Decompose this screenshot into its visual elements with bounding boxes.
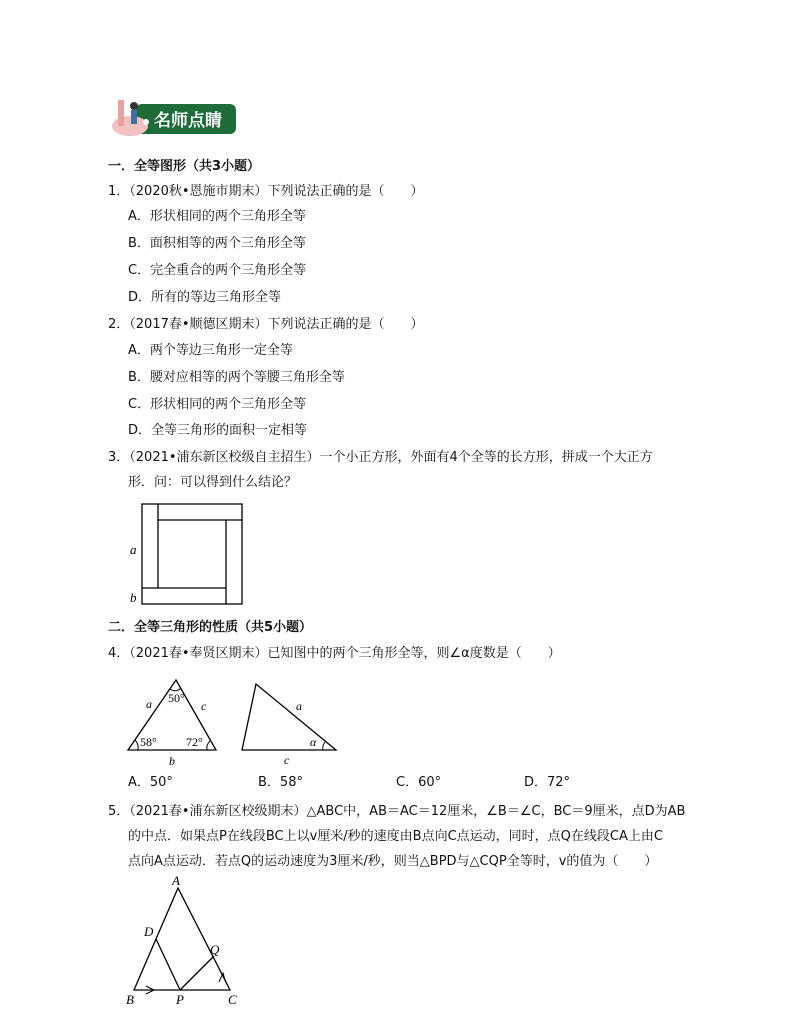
label-a: a [130,542,137,557]
triangle-2 [242,684,336,750]
section-heading-2: 二．全等三角形的性质（共5小题） [108,620,313,635]
t2-side-c: c [284,753,290,767]
q4-option-b: B．58° [258,775,303,790]
point-p: P [176,992,184,1007]
dot-icon [143,119,149,125]
t2-side-a: a [296,699,302,713]
t1-side-b: b [169,754,175,768]
banner-title: 名师点睛 [154,111,222,131]
q3-stem-line2: 形．问：可以得到什么结论？ [128,475,298,490]
angle-arc-right [207,741,210,750]
q3-figure [126,500,248,610]
q5-line1: 5．（2021春•浦东新区校级期末）△ABC中，AB＝AC＝12厘米，∠B＝∠C，BC＝9厘米，点D为AB [108,804,686,819]
teacher-head-icon [130,102,138,110]
q1-option-c: C．完全重合的两个三角形全等 [128,263,307,278]
point-c: C [228,992,237,1007]
segment-pq [180,956,214,990]
q1-option-b: B．面积相等的两个三角形全等 [128,236,306,251]
q2-stem: 2．（2017春•顺德区期末）下列说法正确的是（ ） [108,317,424,332]
q4-option-d: D．72° [524,775,571,790]
book-icon [112,116,148,136]
q2-option-d: D．全等三角形的面积一定相等 [128,423,308,438]
q2-option-a: A．两个等边三角形一定全等 [128,343,293,358]
segment-dp [156,939,180,990]
q4-option-a: A．50° [128,775,173,790]
angle-arc-alpha [323,742,325,750]
label-b: b [130,590,137,605]
angle-arc-left [135,740,138,750]
triangle-abc [134,888,230,990]
teacher-banner-icon [108,96,238,142]
q1-option-d: D．所有的等边三角形全等 [128,290,282,305]
pencil-icon [118,100,124,126]
point-q: Q [210,942,220,957]
section-heading-1: 一．全等图形（共3小题） [108,159,261,174]
big-square [142,504,242,604]
teacher-body-icon [131,110,137,124]
q5-line3: 点向A点运动．若点Q的运动速度为3厘米/秒，则当△BPD与△CQP全等时，v的值为（ ） [128,854,658,869]
q1-option-a: A．形状相同的两个三角形全等 [128,209,306,224]
q4-stem: 4．（2021春•奉贤区期末）已知图中的两个三角形全等，则∠α度数是（ ） [108,646,561,661]
t1-angle-right: 72° [186,735,203,749]
q2-option-c: C．形状相同的两个三角形全等 [128,397,307,412]
q5-line2: 的中点．如果点P在线段BC上以v厘米/秒的速度由B点向C点运动，同时，点Q在线段CA上由C [128,829,663,844]
t1-side-a: a [146,697,152,711]
t1-side-c: c [201,699,207,713]
q5-figure [122,874,252,1010]
q3-stem-line1: 3．（2021•浦东新区校级自主招生）一个小正方形，外面有4个全等的长方形，拼成一个大正方 [108,450,653,465]
q1-stem: 1．（2020秋•恩施市期末）下列说法正确的是（ ） [108,184,424,199]
t1-angle-left: 58° [140,735,157,749]
point-d: D [144,924,154,939]
point-b: B [126,992,134,1007]
point-a: A [172,874,180,888]
section-banner [108,96,238,142]
q2-option-b: B．腰对应相等的两个等腰三角形全等 [128,370,345,385]
t1-angle-top: 50° [168,691,185,705]
q4-figure [124,676,346,768]
t2-angle-alpha: α [310,735,317,749]
q4-option-c: C．60° [396,775,442,790]
